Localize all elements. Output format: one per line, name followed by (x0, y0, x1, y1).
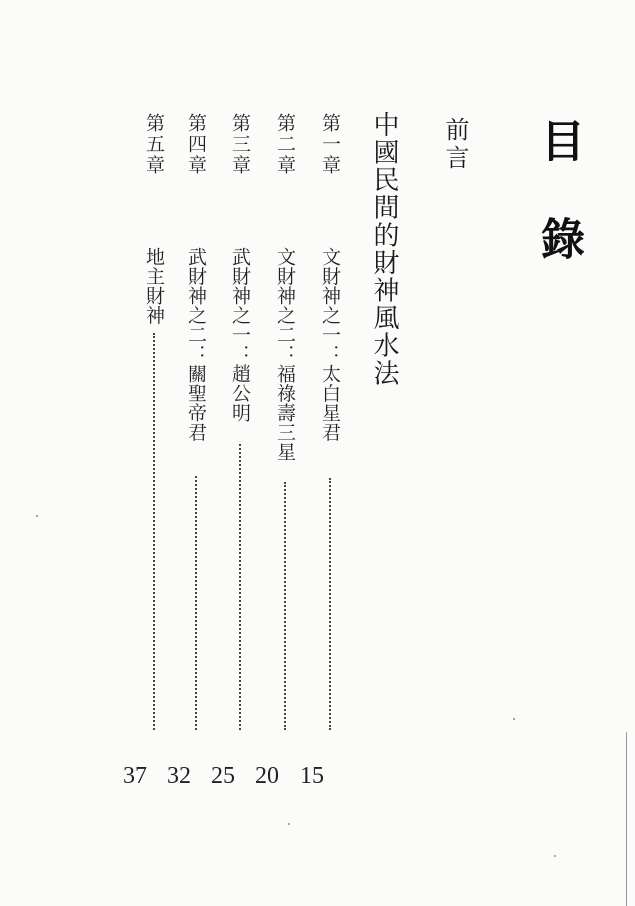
chapter-4-entry: 武財神之二：關聖帝君 (185, 247, 207, 442)
chapter-2-label: 第二章 (274, 113, 296, 176)
scan-speck (36, 515, 38, 517)
chapter-3-entry: 武財神之一：趙公明 (229, 247, 251, 423)
chapter-5-label: 第五章 (143, 113, 165, 176)
chapter-5-entry: 地主財神 (143, 247, 165, 325)
scan-speck (288, 823, 290, 825)
scan-speck (513, 718, 515, 720)
chapter-1-page-number: 15 (300, 763, 324, 789)
chapter-2-entry: 文財神之二：福祿壽三星 (274, 247, 296, 462)
chapter-3-label: 第三章 (229, 113, 251, 176)
toc-heading: 目錄 (533, 118, 584, 314)
chapter-5-leader-dots (153, 333, 155, 730)
chapter-2-leader-dots (284, 482, 286, 730)
scan-speck (554, 855, 556, 857)
chapter-4-page-number: 32 (167, 763, 191, 789)
chapter-2-page-number: 20 (255, 763, 279, 789)
chapter-1-entry: 文財神之一：太白星君 (319, 247, 341, 442)
chapter-1-leader-dots (329, 478, 331, 730)
chapter-3-leader-dots (239, 444, 241, 730)
chapter-5-page-number: 37 (123, 763, 147, 789)
chapter-1-label: 第一章 (319, 113, 341, 176)
chapter-3-page-number: 25 (211, 763, 235, 789)
chapter-4-leader-dots (195, 476, 197, 730)
scan-edge-line (626, 732, 627, 906)
section-title: 中國民間的財神風水法 (369, 111, 399, 387)
chapter-4-label: 第四章 (185, 113, 207, 176)
preface-label: 前言 (441, 117, 469, 173)
